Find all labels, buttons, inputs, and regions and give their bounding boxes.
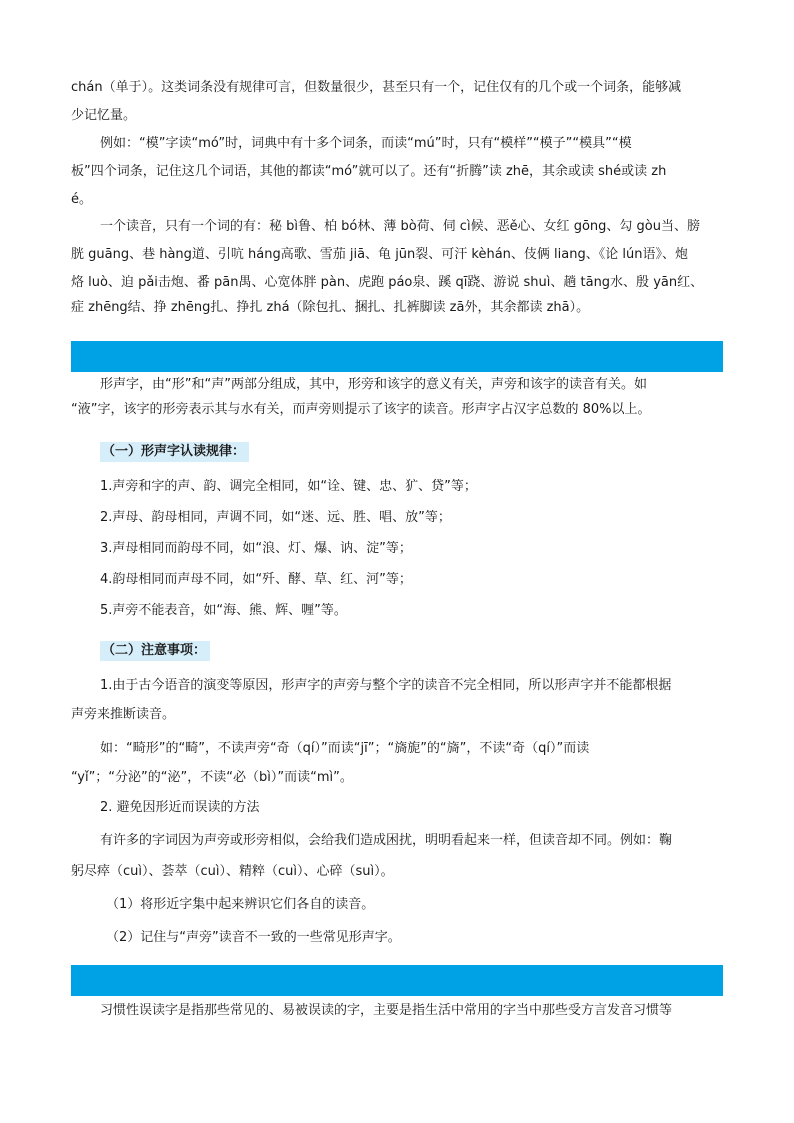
section2-title: （二）注意事项：: [100, 641, 210, 661]
para2-line: é。: [71, 192, 92, 207]
example-line: 如：“畸形”的“畸”，不读声旁“奇（qí）”而读“jī”；“旖旎”的“旖”，不读“奇（qí）”而读: [100, 741, 590, 756]
item2-body-line: 有许多的字词因为声旁或形旁相似，会给我们造成困扰，明明看起来一样，但读音却不同。例如：鞠: [100, 833, 673, 848]
rule-item: 3.声母相同而韵母不同，如“浪、灯、爆、讷、淀”等；: [100, 541, 412, 556]
rule-item: 4.韵母相同而声母不同，如“歼、酵、草、红、河”等；: [100, 572, 412, 587]
section-bar: [71, 965, 723, 996]
para5-line: 习惯性误读字是指那些常见的、易被误读的字，主要是指生活中常用的字当中那些受方言发音习惯等: [100, 1003, 673, 1018]
para3-line: 症 zhēng结、挣 zhēng扎、挣扎 zhá（除包扎、捆扎、扎裤脚读 zā外，其余都读 zhā）。: [71, 300, 590, 315]
para1-line: chán（单于）。这类词条没有规律可言，但数量很少，甚至只有一个，记住仅有的几个或一个词条，能够减: [71, 80, 682, 95]
para1-line: 少记忆量。: [71, 108, 137, 123]
section-bar: [71, 341, 723, 372]
rule-item: 5.声旁不能表音，如“海、熊、辉、喱”等。: [100, 603, 347, 618]
section1-title: （一）形声字认读规律：: [100, 442, 249, 462]
item2-body-line: 躬尽瘁（cuì）、荟萃（cuì）、精粹（cuì）、心碎（suì）。: [71, 864, 394, 879]
rule-item: 1.声旁和字的声、韵、调完全相同，如“诠、键、忠、犷、贷”等；: [100, 479, 477, 494]
rule-item: 2.声母、韵母相同，声调不同，如“迷、远、胜、唱、放”等；: [100, 510, 451, 525]
method-item: （1）将形近字集中起来辨识它们各自的读音。: [106, 897, 375, 912]
note-line: 1.由于古今语音的演变等原因，形声字的声旁与整个字的读音不完全相同，所以形声字并不能都根据: [100, 678, 672, 693]
item2-title: 2. 避免因形近而误读的方法: [100, 800, 260, 815]
method-item: （2）记住与“声旁”读音不一致的一些常见形声字。: [106, 930, 401, 945]
para2-line: 例如：“模”字读“mó”时，词典中有十多个词条，而读“mú”时，只有“模样”“模子”“模具”“模: [100, 136, 632, 151]
para3-line: 胱 guāng、巷 hàng道、引吭 háng高歌、雪茄 jiā、龟 jūn裂、可汗 kèhán、伎俩 liang、《论 lún语》、炮: [71, 247, 688, 262]
para3-line: 一个读音，只有一个词的有：秘 bì鲁、柏 bó林、薄 bò荷、伺 cì候、恶ě心、女红 gōng、勾 gòu当、膀: [100, 219, 700, 234]
para2-line: 板”四个词条，记住这几个词语，其他的都读“mó”就可以了。还有“折腾”读 zhē，其余或读 shé或读 zh: [71, 164, 667, 179]
note-line: 声旁来推断读音。: [71, 707, 176, 722]
para3-line: 烙 luò、迫 pǎi击炮、番 pān禺、心宽体胖 pàn、虎跑 páo泉、蹊 qī跷、游说 shuì、趟 tāng水、殷 yān红、: [71, 275, 704, 290]
example-line: “yǐ”；“分泌”的“泌”，不读“必（bì）”而读“mì”。: [71, 770, 353, 785]
para4-line: “液”字，该字的形旁表示其与水有关，而声旁则提示了该字的读音。形声字占汉字总数的 80%以上。: [71, 402, 651, 417]
para4-line: 形声字，由“形”和“声”两部分组成，其中，形旁和该字的意义有关，声旁和该字的读音有关。如: [100, 377, 647, 392]
